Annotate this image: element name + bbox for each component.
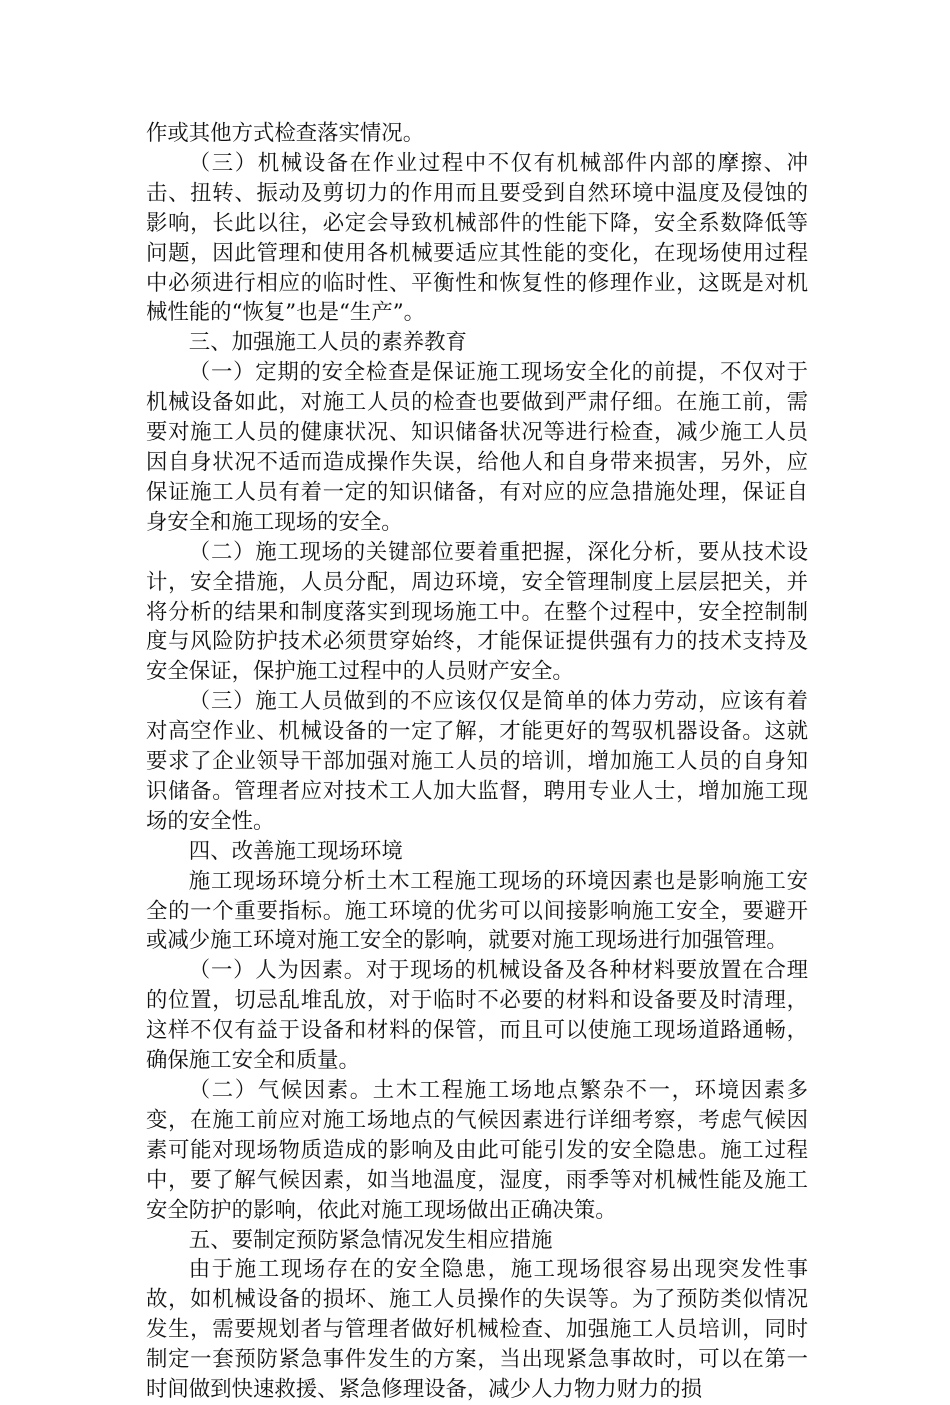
section-heading-five: 五、要制定预防紧急情况发生相应措施 (188, 1227, 553, 1253)
paragraph-worker-training: （三）施工人员做到的不应该仅仅是简单的体力劳动，应该有着对高空作业、机械设备的一定了解，才能更好的驾驭机器设备。这就要求了企业领导干部加强对施工人员的培训，增加施工人员的自身知识储备。管理者应对技术工人加大监督，聘用专业人士，增加施工现场的安全性。 (146, 689, 808, 834)
paragraph-human-factors: （一）人为因素。对于现场的机械设备及各种材料要放置在合理的位置，切忌乱堆乱放，对于临时不必要的材料和设备要及时清理，这样不仅有益于设备和材料的保管，而且可以使施工现场道路通畅，确保施工安全和质量。 (146, 958, 808, 1074)
paragraph-continuation: 作或其他方式检查落实情况。 (146, 121, 425, 146)
paragraph-climate-factors: （二）气候因素。土木工程施工场地点繁杂不一，环境因素多变，在施工前应对施工场地点的气候因素进行详细考察，考虑气候因素可能对现场物质造成的影响及由此可能引发的安全隐患。施工过程中，要了解气候因素，如当地温度，湿度，雨季等对机械性能及施工安全防护的影响，依此对施工现场做出正确决策。 (146, 1078, 808, 1223)
section-heading-four: 四、改善施工现场环境 (188, 838, 403, 864)
paragraph-environment-analysis: 施工现场环境分析土木工程施工现场的环境因素也是影响施工安全的一个重要指标。施工环境的优劣可以间接影响施工安全，要避开或减少施工环境对施工安全的影响，就要对施工现场进行加强管理。 (146, 868, 808, 954)
paragraph-emergency-measures: 由于施工现场存在的安全隐患，施工现场很容易出现突发性事故，如机械设备的损坏、施工人员操作的失误等。为了预防类似情况发生，需要规划者与管理者做好机械检查、加强施工人员培训，同时制定一套预防紧急事件发生的方案，当出现紧急事故时，可以在第一时间做到快速救援、紧急修理设备，减少人力物力财力的损 (146, 1257, 808, 1403)
document-body (146, 119, 808, 1405)
section-heading-three: 三、加强施工人员的素养教育 (188, 330, 467, 356)
paragraph-safety-inspection: （一）定期的安全检查是保证施工现场安全化的前提，不仅对于机械设备如此，对施工人员的检查也要做到严肃仔细。在施工前，需要对施工人员的健康状况、知识储备状况等进行检查，减少施工人员因自身状况不适而造成操作失误，给他人和自身带来损害，另外，应保证施工人员有着一定的知识储备，有对应的应急措施处理，保证自身安全和施工现场的安全。 (146, 360, 808, 535)
paragraph-machinery-maintenance: （三）机械设备在作业过程中不仅有机械部件内部的摩擦、冲击、扭转、振动及剪切力的作用而且要受到自然环境中温度及侵蚀的影响，长此以往，必定会导致机械部件的性能下降，安全系数降低等问题，因此管理和使用各机械要适应其性能的变化，在现场使用过程中必须进行相应的临时性、平衡性和恢复性的修理作业，这既是对机械性能的“恢复”也是“生产”。 (146, 150, 808, 326)
paragraph-key-areas: （二）施工现场的关键部位要着重把握，深化分析，要从技术设计，安全措施，人员分配，周边环境，安全管理制度上层层把关，并将分析的结果和制度落实到现场施工中。在整个过程中，安全控制制度与风险防护技术必须贯穿始终，才能保证提供强有力的技术支持及安全保证，保护施工过程中的人员财产安全。 (146, 539, 808, 685)
